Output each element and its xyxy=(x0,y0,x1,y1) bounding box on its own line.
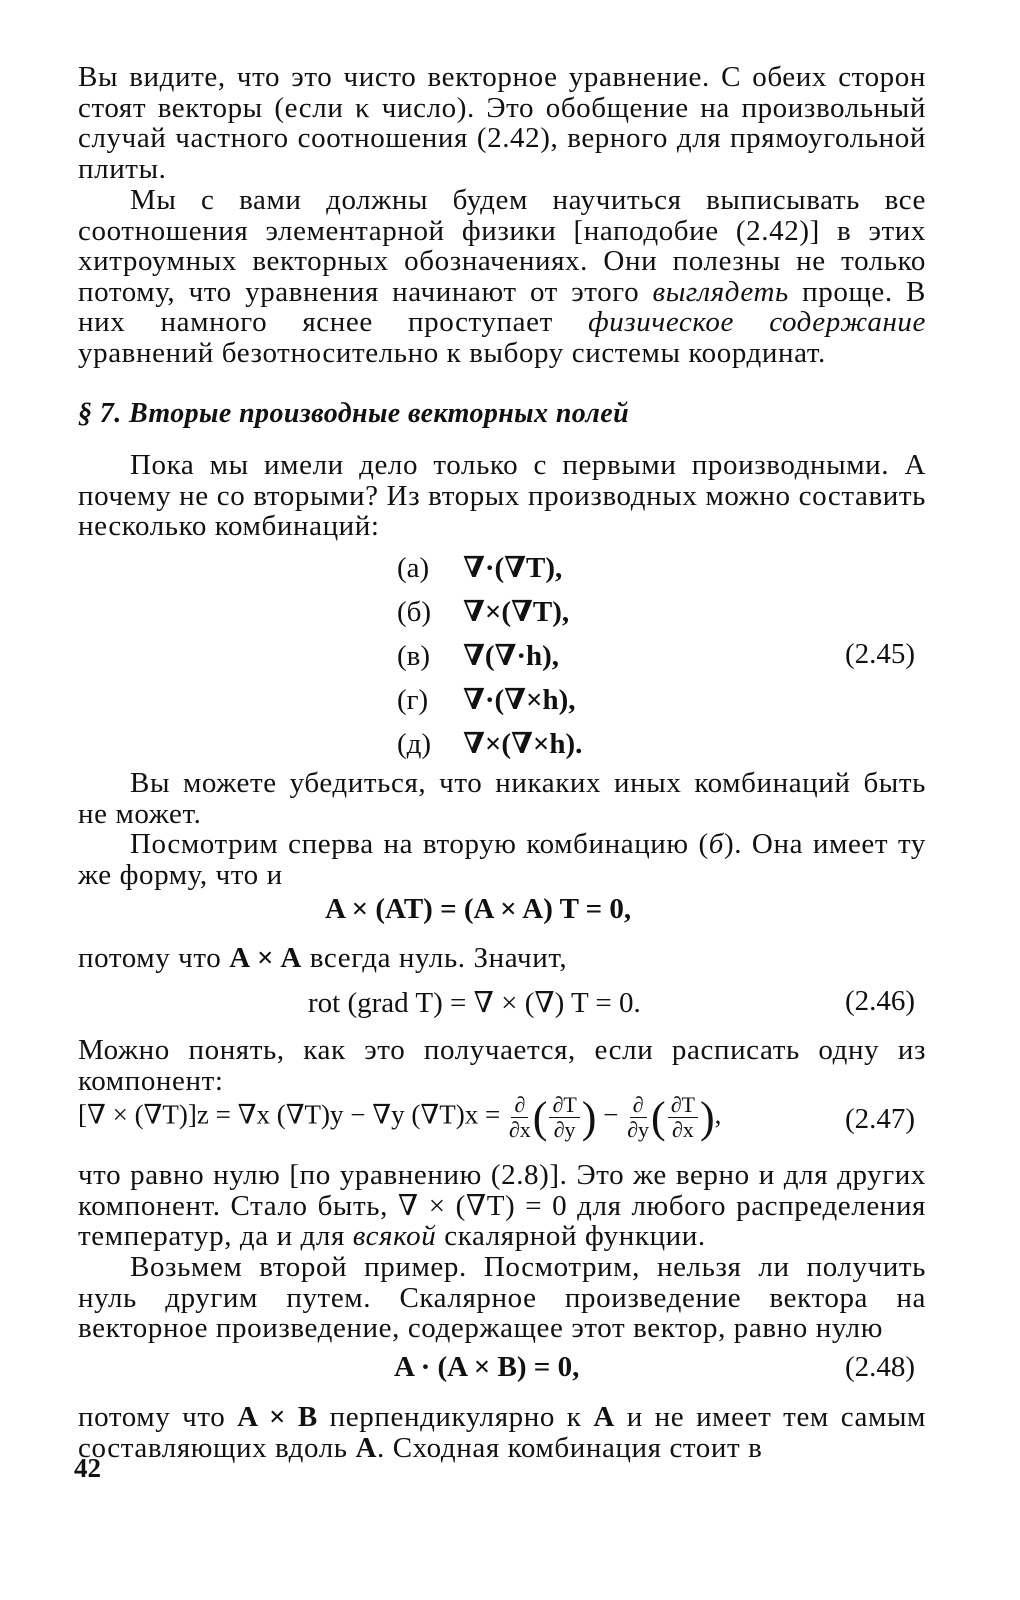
equation-expression: [∇ × (∇T)]z = ∇x (∇T)y − ∇y (∇T)x = $\frac{\partial}{\partial x}$ ( $\frac{\partial T}{\partial y}$ ) − $\frac{\partial}{\partial y}$ ( $\frac{\partial T}{\partial x}$ ), xyxy=(78,1092,722,1142)
equation-item-b: (б) ∇×(∇T), xyxy=(397,596,570,628)
fraction: $\frac{\partial}{\partial x}$ xyxy=(508,1092,531,1142)
equation-number: (2.48) xyxy=(845,1351,916,1383)
paragraph-vector-equation: Вы видите, что это чисто векторное уравнение. С обеих сторон стоят векторы (если κ число). Это обобщение на произвольный случай частного соотношения (2.42), верного для прямоугольной плиты. xyxy=(78,61,926,185)
equation-item-a: (а) ∇·(∇T), xyxy=(397,552,563,584)
paragraph-second-derivatives: Пока мы имели дело только с первыми производными. А почему не со вторыми? Из вторых производных можно составить несколько комбинаций: xyxy=(78,449,926,542)
paragraph-perpendicular: потому что A × B перпендикулярно к A и не имеет тем самым составляющих вдоль A. Сходная комбинация стоит в xyxy=(78,1401,926,1464)
paragraph-component: Можно понять, как это получается, если расписать одну из компонент: xyxy=(78,1034,926,1097)
section-heading: § 7. Вторые производные векторных полей xyxy=(78,398,630,429)
page-number: 42 xyxy=(74,1453,101,1483)
fraction: $\frac{\partial T}{\partial y}$ xyxy=(549,1093,579,1142)
paragraph-second-combination: Посмотрим сперва на вторую комбинацию (б). Она имеет ту же форму, что и xyxy=(78,828,926,891)
paragraph-no-other-combinations: Вы можете убедиться, что никаких иных комбинаций быть не может. xyxy=(78,767,926,830)
equation-expression: rot (grad T) = ∇ × (∇) T = 0. xyxy=(308,987,641,1019)
equation-item-d: (д) ∇×(∇×h). xyxy=(397,728,583,760)
equation-item-g: (г) ∇·(∇×h), xyxy=(397,684,576,716)
paragraph-second-example: Возьмем второй пример. Посмотрим, нельзя ли получить нуль другим путем. Скалярное произведение вектора на векторное произведение, содержащее этот вектор, равно нулю xyxy=(78,1251,926,1344)
fraction: $\frac{\partial T}{\partial x}$ xyxy=(668,1093,698,1142)
equation-a-cross-at: A × (AT) = (A × A) T = 0, xyxy=(325,893,632,925)
paragraph-notation: Мы с вами должны будем научиться выписывать все соотношения элементарной физики [наподобие (2.42)] в этих хитроумных векторных обозначениях. Они полезны не только потому, что уравнения начинают от этого выглядеть проще. В них намного яснее проступает физическое содержание уравнений безотносительно к выбору системы координат. xyxy=(78,184,926,369)
fraction: $\frac{\partial}{\partial y}$ xyxy=(627,1092,650,1142)
equation-expression: A · (A × B) = 0, xyxy=(394,1351,580,1383)
equation-number: (2.46) xyxy=(845,985,916,1017)
paragraph-equals-zero: что равно нулю [по уравнению (2.8)]. Это же верно и для других компонент. Стало быть, ∇ × (∇T) = 0 для любого распределения температур, да и для всякой скалярной функции. xyxy=(78,1159,926,1252)
equation-item-v: (в) ∇(∇·h), xyxy=(397,640,560,672)
equation-number: (2.47) xyxy=(845,1103,916,1135)
paragraph-a-cross-a: потому что A × A всегда нуль. Значит, xyxy=(78,942,568,974)
equation-number: (2.45) xyxy=(845,638,916,670)
